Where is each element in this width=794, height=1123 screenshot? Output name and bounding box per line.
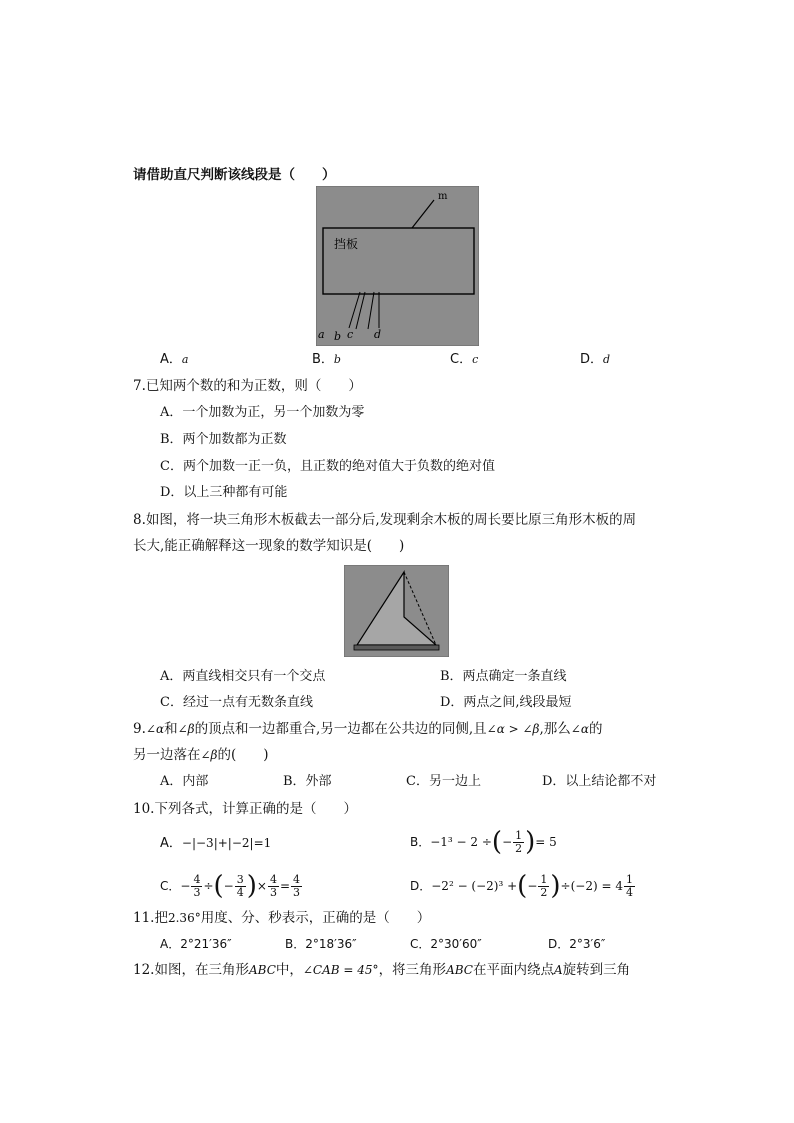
board-label: 挡板: [334, 237, 359, 251]
q6-option-b[interactable]: B．$^b$: [312, 352, 341, 367]
label-d: d: [374, 328, 382, 341]
q10-option-b[interactable]: B． −1³ − 2 ÷ ( − $\frac{1}{2}$ ) = 5: [410, 827, 557, 857]
q8-stem-line2: 长大,能正确解释这一现象的数学知识是( ): [133, 538, 405, 554]
q8-option-a[interactable]: A．两直线相交只有一个交点: [160, 669, 326, 684]
q12-stem: 12.如图，在三角形ABC中，∠CAB = 45°，将三角形ABC在平面内绕点A旋转到三角: [133, 962, 631, 978]
q6-option-d[interactable]: D．$^d$: [580, 352, 611, 367]
q9-option-b[interactable]: B．外部: [283, 774, 332, 789]
q8-option-d[interactable]: D．两点之间,线段最短: [440, 695, 572, 710]
q6-stem: 请借助直尺判断该线段是（ ）: [133, 167, 336, 183]
q11-option-c[interactable]: C．2°30′60″: [410, 937, 482, 951]
label-c: c: [347, 328, 354, 341]
q9-option-a[interactable]: A．内部: [160, 774, 209, 789]
q9-option-c[interactable]: C．另一边上: [406, 774, 481, 789]
q11-option-a[interactable]: A．2°21′36″: [160, 937, 232, 951]
q7-stem: 7.已知两个数的和为正数，则（ ）: [133, 378, 362, 394]
q8-figure: [344, 565, 449, 657]
q7-option-c[interactable]: C．两个加数一正一负，且正数的绝对值大于负数的绝对值: [160, 459, 495, 474]
label-b: b: [334, 330, 342, 343]
q6-figure: [316, 186, 479, 346]
q11-stem: 11.把2.36°用度、分、秒表示，正确的是（ ）: [133, 910, 431, 926]
q7-option-b[interactable]: B．两个加数都为正数: [160, 432, 287, 447]
q10-stem: 10.下列各式，计算正确的是（ ）: [133, 801, 357, 817]
q11-option-d[interactable]: D．2°3′6″: [548, 937, 606, 951]
q10-option-c[interactable]: C． − $\frac{4}{3}$ ÷ ( − $\frac{3}{4}$ ) × $\frac{4}{3}$ = $\frac{4}{3}$: [160, 871, 301, 901]
q8-stem-line1: 8.如图，将一块三角形木板截去一部分后,发现剩余木板的周长要比原三角形木板的周: [133, 512, 637, 528]
q10-option-d[interactable]: D． −2² − (−2)³ + ( − $\frac{1}{2}$ ) ÷(−2) = 4 $\frac{1}{4}$: [410, 871, 633, 901]
q8-option-c[interactable]: C．经过一点有无数条直线: [160, 695, 313, 710]
q6-option-c[interactable]: C．$^c$: [450, 352, 479, 367]
q9-stem-line1: 9.∠α和∠β的顶点和一边都重合,另一边都在公共边的同侧,且∠α > ∠β,那么∠α的: [133, 721, 603, 737]
label-m: m: [438, 191, 448, 202]
q7-option-d[interactable]: D．以上三种都有可能: [160, 485, 288, 500]
q10-option-a[interactable]: A．−|−3|+|−2|=1: [160, 836, 272, 851]
q9-option-d[interactable]: D．以上结论都不对: [542, 774, 657, 789]
q7-option-a[interactable]: A．一个加数为正，另一个加数为零: [160, 405, 365, 420]
q8-option-b[interactable]: B．两点确定一条直线: [440, 669, 567, 684]
q11-option-b[interactable]: B．2°18′36″: [285, 937, 357, 951]
q9-stem-line2: 另一边落在∠β的( ): [133, 747, 269, 763]
label-a: a: [318, 328, 325, 341]
q6-option-a[interactable]: A．$^a$: [160, 352, 189, 367]
